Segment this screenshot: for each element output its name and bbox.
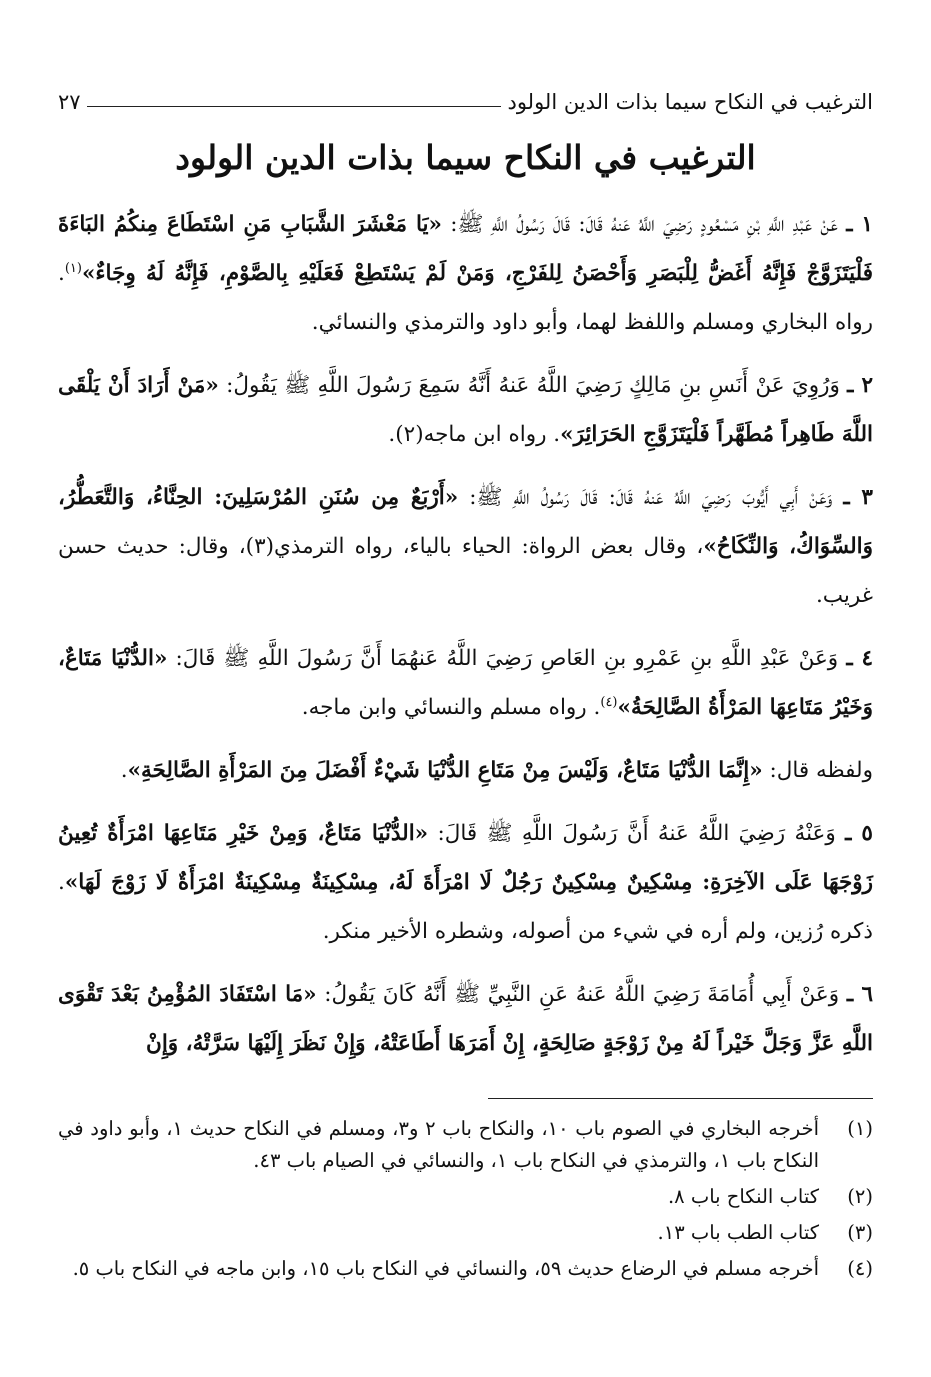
hadith-intro: ولفظه قال: <box>769 757 873 783</box>
footnote-rule <box>488 1098 873 1099</box>
hadith-5 <box>58 809 873 956</box>
hadith-intro: وَرُوِيَ عَنْ أَنَسِ بنِ مَالِكٍ رَضِيَ اللَّهُ عَنهُ أَنَّهُ سَمِعَ رَسُولَ اللَّهِ ﷺ يَقُولُ: <box>226 372 840 398</box>
hadith-number: ١ ـ <box>846 211 873 237</box>
hadith-source: . رواه ابن ماجه(٢). <box>388 421 561 447</box>
footnote-ref: (١) <box>64 260 82 276</box>
hadith-2 <box>58 361 873 459</box>
hadith-1 <box>58 200 873 347</box>
hadith-number: ٦ ـ <box>846 981 873 1007</box>
footnote-text: كتاب النكاح باب ٨. <box>667 1184 819 1208</box>
hadith-4-variant <box>58 746 873 795</box>
hadith-source: ، وقال بعض الرواة: الحياء بالياء، رواه الترمذي(٣)، وقال: حديث حسن غريب. <box>58 533 873 608</box>
hadith-number: ٣ ـ <box>843 484 873 510</box>
hadith-3 <box>58 473 873 620</box>
hadith-source: . <box>120 757 128 783</box>
hadith-list <box>58 200 873 1068</box>
hadith-intro: عَنْ عَبْدِ اللَّهِ بْنِ مَسْعُودٍ رَضِيَ اللَّهُ عَنهُ قَالَ: قَالَ رَسُولُ اللَّهِ ﷺ: <box>450 211 838 237</box>
footnote-item <box>58 1217 873 1249</box>
hadith-6 <box>58 970 873 1068</box>
hadith-source: . رواه مسلم والنسائي وابن ماجه. <box>301 694 601 720</box>
footnote-number: (٣) <box>847 1220 873 1244</box>
hadith-quote: «مَنْ أَرَادَ أَنْ يَلْقَى اللَّهَ طَاهِراً مُطَهَّراً فَلْيَتَزَوَّجِ الحَرَائِرَ» <box>58 372 873 447</box>
footnote-ref: (٤) <box>600 694 618 710</box>
hadith-quote: «الدُّنْيَا مَتَاعٌ، وَمِنْ خَيْرِ مَتَاعِهَا امْرَأَةٌ تُعِينُ زَوْجَهَا عَلَى الآخِرَةِ: مِسْكِينٌ مِسْكِينٌ رَجُلٌ لَا امْرَأَةَ لَهُ، مِسْكِينَةٌ مِسْكِينَةٌ امْرَأَةٌ لَا زَوْجَ لَهَا» <box>58 820 873 895</box>
hadith-quote: «إِنَّمَا الدُّنْيَا مَتَاعٌ، وَلَيْسَ مِنْ مَتَاعِ الدُّنْيَا شَيْءٌ أَفْضَلَ مِنَ المَرْأَةِ الصَّالِحَةِ» <box>127 757 763 783</box>
hadith-intro: وَعَنْ عَبْدِ اللَّهِ بنِ عَمْرِو بنِ العَاصِ رَضِيَ اللَّهُ عَنهُمَا أَنَّ رَسُولَ اللَّهِ ﷺ قَالَ: <box>175 645 839 671</box>
footnote-text: كتاب الطب باب ١٣. <box>657 1220 819 1244</box>
hadith-number: ٤ ـ <box>846 645 874 671</box>
footnote-text: أخرجه البخاري في الصوم باب ١٠، والنكاح باب ٢ و٣، ومسلم في النكاح حديث ١، وأبو داود في النكاح باب ١، والترمذي في النكاح باب ١، والنسائي في الصيام باب ٤٣. <box>58 1116 819 1172</box>
running-header <box>58 78 873 114</box>
footnote-number: (٢) <box>847 1184 873 1208</box>
footnote-text: أخرجه مسلم في الرضاع حديث ٥٩، والنسائي في النكاح باب ١٥، وابن ماجه في النكاح باب ٥. <box>72 1256 819 1280</box>
footnote-number: (٤) <box>847 1256 873 1280</box>
hadith-quote: «أَرْبَعٌ مِن سُنَنِ المُرْسَلِينَ: الحِنَّاءُ، وَالتَّعَطُّرُ، وَالسِّوَاكُ، وَالنِّكَاحُ» <box>58 484 873 559</box>
hadith-quote: «يَا مَعْشَرَ الشَّبَابِ مَنِ اسْتَطَاعَ مِنكُمُ البَاءَةَ فَلْيَتَزَوَّجْ فَإِنَّهُ أَغَضُّ لِلْبَصَرِ وَأَحْصَنُ لِلفَرْجِ، وَمَنْ لَمْ يَسْتَطِعْ فَعَلَيْهِ بِالصَّوْمِ، فَإِنَّهُ لَهُ وِجَاءٌ» <box>58 211 873 286</box>
hadith-number: ٥ ـ <box>845 820 873 846</box>
book-page <box>58 78 873 1357</box>
running-title: الترغيب في النكاح سيما بذات الدين الولود <box>507 90 873 114</box>
footnote-item <box>58 1113 873 1177</box>
hadith-quote: «الدُّنْيَا مَتَاعٌ، وَخَيْرُ مَتَاعِهَا المَرْأَةُ الصَّالِحَةُ» <box>58 645 873 720</box>
page-number: ٢٧ <box>58 90 81 114</box>
hadith-4 <box>58 634 873 732</box>
hadith-intro: وَعَنْ أَبِي أُمَامَةَ رَضِيَ اللَّهُ عَنهُ عَنِ النَّبِيِّ ﷺ أَنَّهُ كَانَ يَقُولُ: <box>324 981 840 1007</box>
footnote-number: (١) <box>847 1116 873 1140</box>
footnotes <box>58 1113 873 1285</box>
footnote-item <box>58 1253 873 1285</box>
hadith-source: . رواه البخاري ومسلم واللفظ لهما، وأبو داود والترمذي والنسائي. <box>58 260 873 335</box>
footnote-item <box>58 1181 873 1213</box>
hadith-intro: وَعَنْ أَبِي أَيُّوبَ رَضِيَ اللَّهُ عَنهُ قَالَ: قَالَ رَسُولُ اللَّهِ ﷺ: <box>469 484 833 510</box>
chapter-title: الترغيب في النكاح سيما بذات الدين الولود <box>175 138 756 177</box>
hadith-intro: وَعَنْهُ رَضِيَ اللَّهُ عَنهُ أَنَّ رَسُولَ اللَّهِ ﷺ قَالَ: <box>437 820 836 846</box>
hadith-number: ٢ ـ <box>847 372 873 398</box>
header-rule <box>87 106 502 107</box>
hadith-source: . ذكره رُزين، ولم أره في شيء من أصوله، وشطره الأخير منكر. <box>58 869 873 944</box>
hadith-quote: «مَا اسْتَفَادَ المُؤْمِنُ بَعْدَ تَقْوَى اللَّهِ عَزَّ وَجَلَّ خَيْراً لَهُ مِنْ زَوْجَةٍ صَالِحَةٍ، إِنْ أَمَرَهَا أَطَاعَتْهُ، وَإِنْ نَظَرَ إِلَيْهَا سَرَّتْهُ، وَإِنْ <box>58 981 873 1056</box>
